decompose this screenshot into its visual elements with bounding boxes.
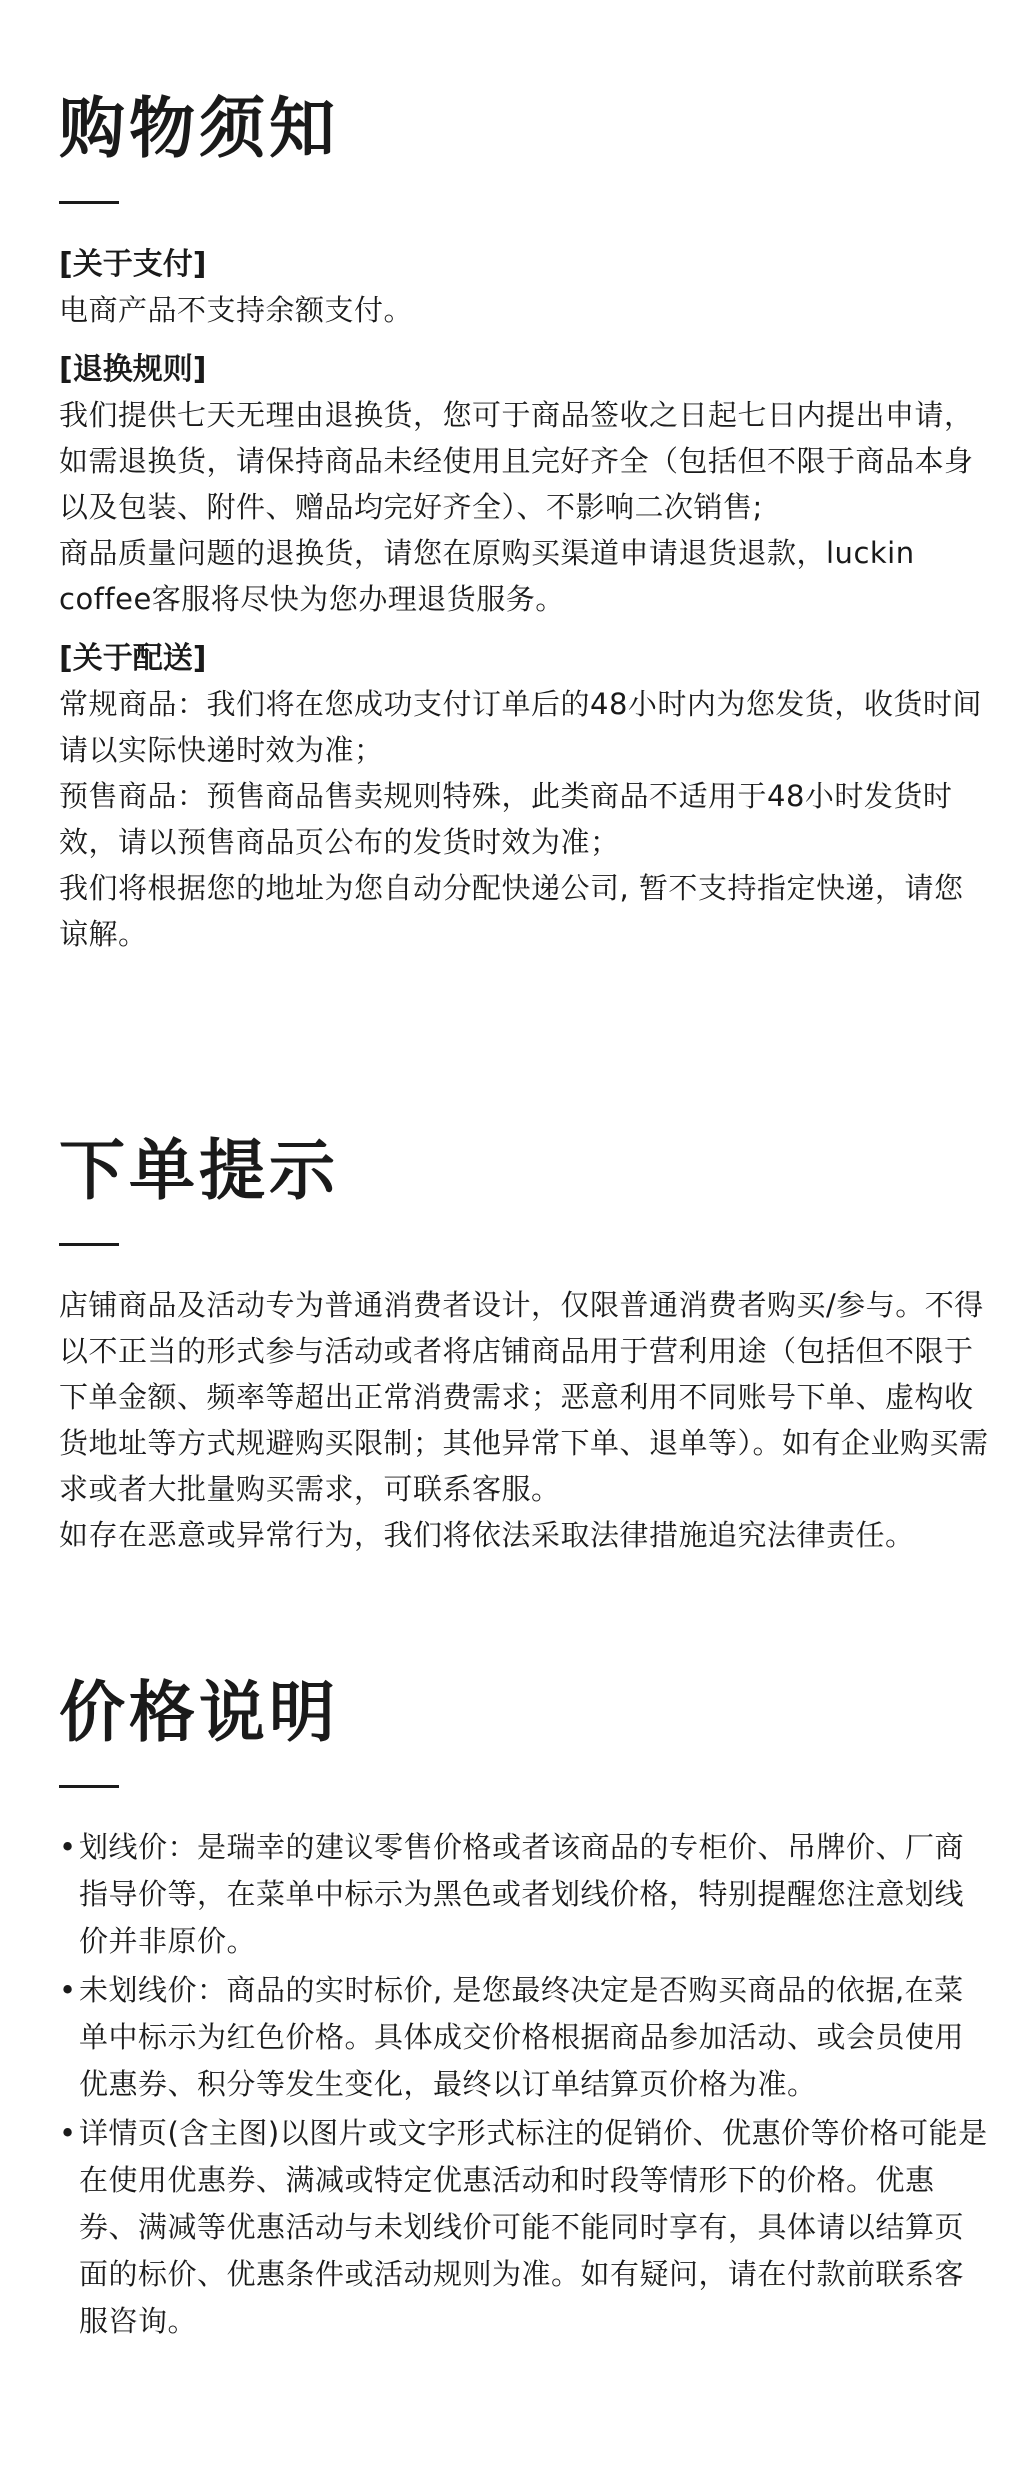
shopping-notice-section (59, 90, 989, 957)
price-item-detail-page (59, 2110, 989, 2345)
price-item-strikethrough (59, 1824, 989, 1965)
price-item-text: 划线价：是瑞幸的建议零售价格或者该商品的专柜价、吊牌价、厂商指导价等，在菜单中标示为黑色或者划线价格，特别提醒您注意划线价并非原价。 (79, 1830, 965, 1958)
bullet-dot: • (59, 1830, 77, 1864)
delivery-text-1: 常规商品：我们将在您成功支付订单后的48小时内为您发货，收货时间请以实际快递时效为准； (59, 687, 982, 767)
section-divider (59, 201, 119, 204)
payment-text: 电商产品不支持余额支付。 (59, 293, 414, 327)
delivery-heading: [关于配送] (59, 641, 207, 676)
delivery-text-3: 我们将根据您的地址为您自动分配快递公司, 暂不支持指定快递，请您谅解。 (59, 871, 964, 951)
bullet-dot: • (59, 2116, 77, 2150)
price-notice-section (59, 1674, 989, 2345)
section-title-order: 下单提示 (59, 1132, 339, 1209)
bullet-dot: • (59, 1973, 77, 2007)
section-title-shopping: 购物须知 (59, 90, 339, 167)
price-item-non-strikethrough (59, 1967, 989, 2108)
delivery-text-2: 预售商品：预售商品售卖规则特殊，此类商品不适用于48小时发货时效，请以预售商品页公布的发货时效为准； (59, 779, 953, 859)
return-heading: [退换规则] (59, 352, 207, 387)
order-text-2: 如存在恶意或异常行为，我们将依法采取法律措施追究法律责任。 (59, 1518, 915, 1552)
section-title-price: 价格说明 (59, 1674, 339, 1751)
order-text-1: 店铺商品及活动专为普通消费者设计，仅限普通消费者购买/参与。不得以不正当的形式参与活动或者将店铺商品用于营利用途（包括但不限于下单金额、频率等超出正常消费需求；恶意利用不同账号下单、虚构收货地址等方式规避购买限制；其他异常下单、退单等）。如有企业购买需求或者大批量购买需求，可联系客服。 (59, 1288, 989, 1506)
price-item-text: 详情页(含主图)以图片或文字形式标注的促销价、优惠价等价格可能是在使用优惠券、满减或特定优惠活动和时段等情形下的价格。优惠券、满减等优惠活动与未划线价可能不能同时享有，具体请以结算页面的标价、优惠条件或活动规则为准。如有疑问，请在付款前联系客服咨询。 (79, 2116, 988, 2338)
return-text-1: 我们提供七天无理由退换货，您可于商品签收之日起七日内提出申请，如需退换货，请保持商品未经使用且完好齐全（包括但不限于商品本身以及包装、附件、赠品均完好齐全）、不影响二次销售; (59, 398, 974, 524)
order-notice-section (59, 1132, 989, 1558)
section-divider (59, 1243, 119, 1246)
payment-heading: [关于支付] (59, 247, 207, 282)
return-text-2: 商品质量问题的退换货，请您在原购买渠道申请退货退款，luckin coffee客服将尽快为您办理退货服务。 (59, 536, 915, 616)
price-item-text: 未划线价：商品的实时标价, 是您最终决定是否购买商品的依据,在菜单中标示为红色价格。具体成交价格根据商品参加活动、或会员使用优惠券、积分等发生变化，最终以订单结算页价格为准。 (79, 1973, 965, 2101)
section-divider (59, 1785, 119, 1788)
